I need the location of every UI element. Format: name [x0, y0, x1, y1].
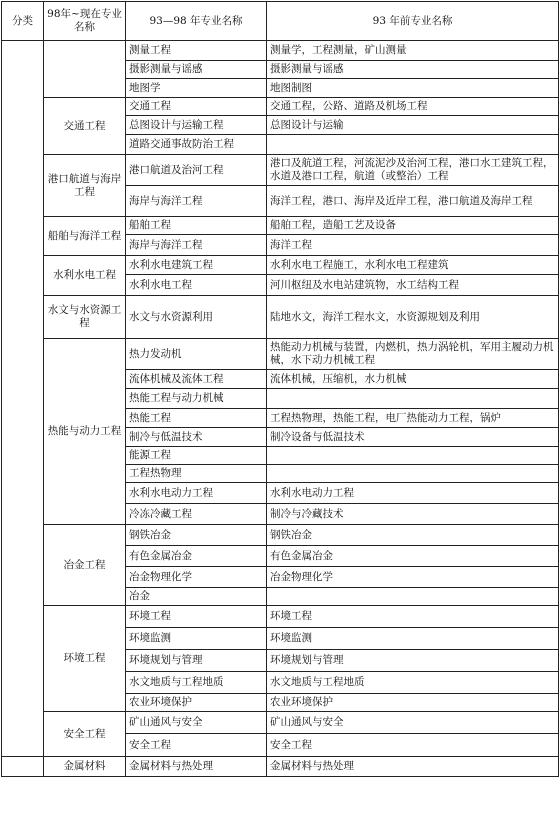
current-major-cell: 冶金工程	[44, 525, 126, 606]
major-pre-93-cell: 港口及航道工程，河流泥沙及治河工程，港口水工建筑工程，水道及港口工程，航道（或整治）工程	[267, 155, 559, 186]
major-pre-93-cell	[267, 389, 559, 409]
major-93-98-cell: 冶金	[126, 588, 267, 606]
major-93-98-cell: 海岸与海洋工程	[126, 186, 267, 217]
major-93-98-cell: 水文地质与工程地质	[126, 672, 267, 694]
major-pre-93-cell: 河川枢纽及水电站建筑物，水工结构工程	[267, 275, 559, 296]
major-pre-93-cell: 工程热物理，热能工程，电厂热能动力工程，锅炉	[267, 409, 559, 428]
major-pre-93-cell: 水利水电动力工程	[267, 483, 559, 504]
major-93-98-cell: 地图学	[126, 79, 267, 98]
major-93-98-cell: 工程热物理	[126, 465, 267, 483]
major-93-98-cell: 海岸与海洋工程	[126, 235, 267, 256]
major-pre-93-cell: 环境规划与管理	[267, 650, 559, 672]
major-pre-93-cell: 流体机械，压缩机，水力机械	[267, 370, 559, 389]
major-pre-93-cell: 总图设计与运输	[267, 116, 559, 135]
major-93-98-cell: 交通工程	[126, 98, 267, 116]
header-major-93-98: 93—98 年专业名称	[126, 2, 267, 41]
current-major-cell: 金属材料	[44, 757, 126, 777]
major-pre-93-cell: 海洋工程，港口、海岸及近岸工程，港口航道及海岸工程	[267, 186, 559, 217]
table-header-row	[2, 2, 559, 41]
table-row	[2, 217, 559, 235]
header-current-major: 98年~现在专业名称	[44, 2, 126, 41]
major-pre-93-cell: 水文地质与工程地质	[267, 672, 559, 694]
major-pre-93-cell	[267, 588, 559, 606]
major-93-98-cell: 制冷与低温技术	[126, 428, 267, 447]
major-93-98-cell: 钢铁冶金	[126, 525, 267, 546]
current-major-cell: 环境工程	[44, 606, 126, 712]
major-93-98-cell: 环境监测	[126, 628, 267, 650]
current-major-cell: 热能与动力工程	[44, 339, 126, 525]
major-93-98-cell: 矿山通风与安全	[126, 712, 267, 734]
table-row	[2, 98, 559, 116]
table-row	[2, 256, 559, 275]
major-93-98-cell: 摄影测量与谣感	[126, 61, 267, 79]
table-row	[2, 339, 559, 370]
major-93-98-cell: 流体机械及流体工程	[126, 370, 267, 389]
major-93-98-cell: 测量工程	[126, 41, 267, 61]
table-row	[2, 296, 559, 339]
major-93-98-cell: 水文与水资源利用	[126, 296, 267, 339]
major-pre-93-cell: 陆地水文，海洋工程水文，水资源规划及利用	[267, 296, 559, 339]
major-93-98-cell: 水利水电工程	[126, 275, 267, 296]
major-93-98-cell: 环境规划与管理	[126, 650, 267, 672]
major-93-98-cell: 船舶工程	[126, 217, 267, 235]
class-cell	[2, 41, 44, 757]
major-pre-93-cell: 海洋工程	[267, 235, 559, 256]
major-93-98-cell: 能源工程	[126, 447, 267, 465]
major-pre-93-cell: 测量学，工程测量，矿山测量	[267, 41, 559, 61]
major-pre-93-cell: 环境工程	[267, 606, 559, 628]
major-pre-93-cell: 有色金属冶金	[267, 546, 559, 567]
major-pre-93-cell: 交通工程，公路、道路及机场工程	[267, 98, 559, 116]
current-major-cell: 安全工程	[44, 712, 126, 757]
current-major-cell: 船舶与海洋工程	[44, 217, 126, 256]
major-93-98-cell: 水利水电动力工程	[126, 483, 267, 504]
major-93-98-cell: 有色金属冶金	[126, 546, 267, 567]
major-93-98-cell: 热能工程与动力机械	[126, 389, 267, 409]
table-body	[2, 41, 559, 777]
major-pre-93-cell	[267, 135, 559, 155]
major-pre-93-cell: 制冷设备与低温技术	[267, 428, 559, 447]
table-row	[2, 606, 559, 628]
major-93-98-cell: 道路交通事故防治工程	[126, 135, 267, 155]
major-93-98-cell: 水利水电建筑工程	[126, 256, 267, 275]
major-pre-93-cell: 地图制图	[267, 79, 559, 98]
major-pre-93-cell: 安全工程	[267, 734, 559, 757]
table-row	[2, 712, 559, 734]
major-93-98-cell: 环境工程	[126, 606, 267, 628]
header-class: 分类	[2, 2, 44, 41]
current-major-cell	[44, 41, 126, 98]
current-major-cell: 水利水电工程	[44, 256, 126, 296]
current-major-cell: 水文与水资源工程	[44, 296, 126, 339]
major-93-98-cell: 热力发动机	[126, 339, 267, 370]
current-major-cell: 港口航道与海岸工程	[44, 155, 126, 217]
major-93-98-cell: 农业环境保护	[126, 694, 267, 712]
major-pre-93-cell: 环境监测	[267, 628, 559, 650]
major-93-98-cell: 热能工程	[126, 409, 267, 428]
major-93-98-cell: 总图设计与运输工程	[126, 116, 267, 135]
major-93-98-cell: 冷冻冷藏工程	[126, 504, 267, 525]
major-93-98-cell: 金属材料与热处理	[126, 757, 267, 777]
major-pre-93-cell: 船舶工程，造船工艺及设备	[267, 217, 559, 235]
major-93-98-cell: 安全工程	[126, 734, 267, 757]
major-pre-93-cell: 农业环境保护	[267, 694, 559, 712]
major-pre-93-cell	[267, 465, 559, 483]
major-pre-93-cell	[267, 447, 559, 465]
major-pre-93-cell: 制冷与冷藏技术	[267, 504, 559, 525]
table-row	[2, 155, 559, 186]
class-cell	[2, 757, 44, 777]
current-major-cell: 交通工程	[44, 98, 126, 155]
major-pre-93-cell: 矿山通风与安全	[267, 712, 559, 734]
major-pre-93-cell: 水利水电工程施工，水利水电工程建筑	[267, 256, 559, 275]
major-pre-93-cell: 摄影测量与谣感	[267, 61, 559, 79]
majors-table	[1, 1, 559, 777]
header-major-pre-93: 93 年前专业名称	[267, 2, 559, 41]
major-pre-93-cell: 热能动力机械与装置，内燃机，热力涡轮机，军用主履动力机械，水下动力机械工程	[267, 339, 559, 370]
major-93-98-cell: 港口航道及治河工程	[126, 155, 267, 186]
major-93-98-cell: 冶金物理化学	[126, 567, 267, 588]
table-row	[2, 757, 559, 777]
table-row	[2, 525, 559, 546]
major-pre-93-cell: 金属材料与热处理	[267, 757, 559, 777]
table-row	[2, 41, 559, 61]
major-pre-93-cell: 冶金物理化学	[267, 567, 559, 588]
major-pre-93-cell: 钢铁冶金	[267, 525, 559, 546]
